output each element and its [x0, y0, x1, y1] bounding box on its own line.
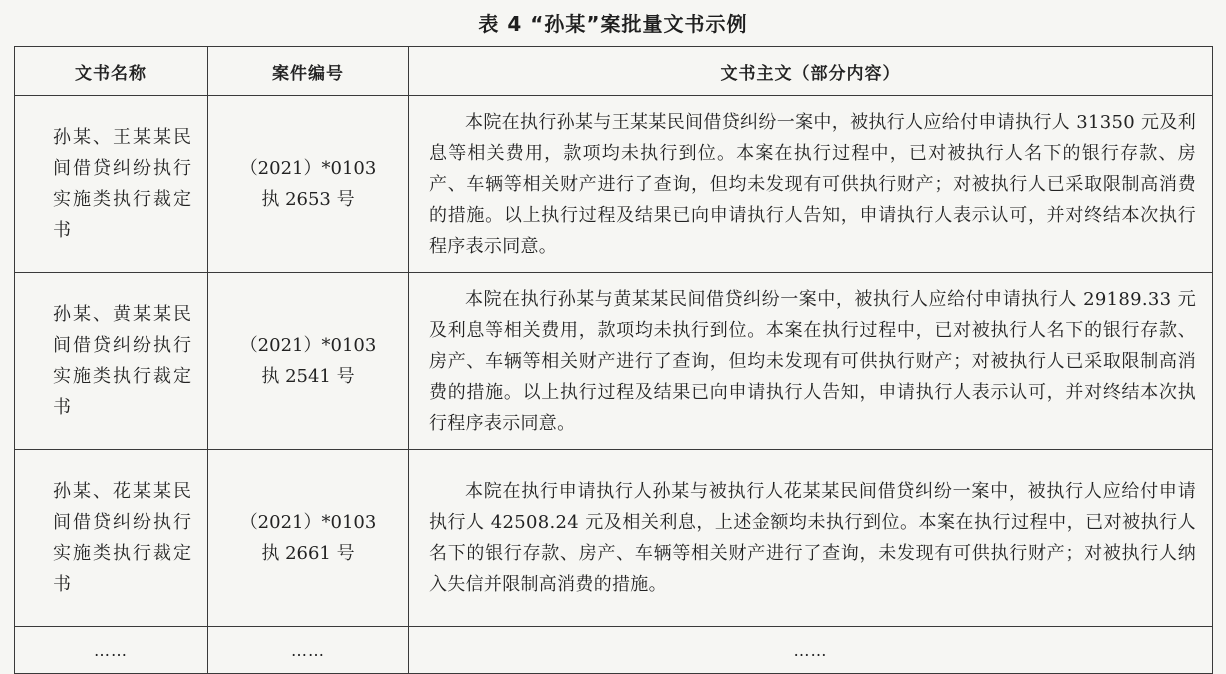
ellipsis-cell: …… [409, 627, 1213, 674]
case-number-cell: （2021）*0103 执 2653 号 [208, 96, 409, 273]
ellipsis-row [15, 627, 1213, 674]
ellipsis-cell: …… [15, 627, 208, 674]
main-text-cell: 本院在执行申请执行人孙某与被执行人花某某民间借贷纠纷一案中，被执行人应给付申请执行人 42508.24 元及相关利息，上述金额均未执行到位。本案在执行过程中，已对被执行人名下的银行存款、房产、车辆等相关财产进行了查询，未发现有可供执行财产；对被执行人纳入失信并限制高消费的措施。 [409, 450, 1213, 627]
batch-documents-table [14, 46, 1213, 674]
header-row [15, 47, 1213, 96]
case-number-cell: （2021）*0103 执 2541 号 [208, 273, 409, 450]
document-name-cell: 孙某、花某某民间借贷纠纷执行实施类执行裁定书 [15, 450, 208, 627]
header-main-text: 文书主文（部分内容） [409, 47, 1213, 96]
document-name-cell: 孙某、王某某民间借贷纠纷执行实施类执行裁定书 [15, 96, 208, 273]
table-caption: 表 4 “孙某”案批量文书示例 [478, 12, 748, 36]
document-name-cell: 孙某、黄某某民间借贷纠纷执行实施类执行裁定书 [15, 273, 208, 450]
main-text-cell: 本院在执行孙某与王某某民间借贷纠纷一案中，被执行人应给付申请执行人 31350 元及利息等相关费用，款项均未执行到位。本案在执行过程中，已对被执行人名下的银行存款、房产、车辆等相关财产进行了查询，但均未发现有可供执行财产；对被执行人已采取限制高消费的措施。以上执行过程及结果已向申请执行人告知，申请执行人表示认可，并对终结本次执行程序表示同意。 [409, 96, 1213, 273]
table-row [15, 96, 1213, 273]
header-document-name: 文书名称 [15, 47, 208, 96]
main-text-cell: 本院在执行孙某与黄某某民间借贷纠纷一案中，被执行人应给付申请执行人 29189.33 元及利息等相关费用，款项均未执行到位。本案在执行过程中，已对被执行人名下的银行存款、房产、车辆等相关财产进行了查询，但均未发现有可供执行财产；对被执行人已采取限制高消费的措施。以上执行过程及结果已向申请执行人告知，申请执行人表示认可，并对终结本次执行程序表示同意。 [409, 273, 1213, 450]
case-number-cell: （2021）*0103 执 2661 号 [208, 450, 409, 627]
ellipsis-cell: …… [208, 627, 409, 674]
table-row [15, 273, 1213, 450]
table-row [15, 450, 1213, 627]
header-case-number: 案件编号 [208, 47, 409, 96]
